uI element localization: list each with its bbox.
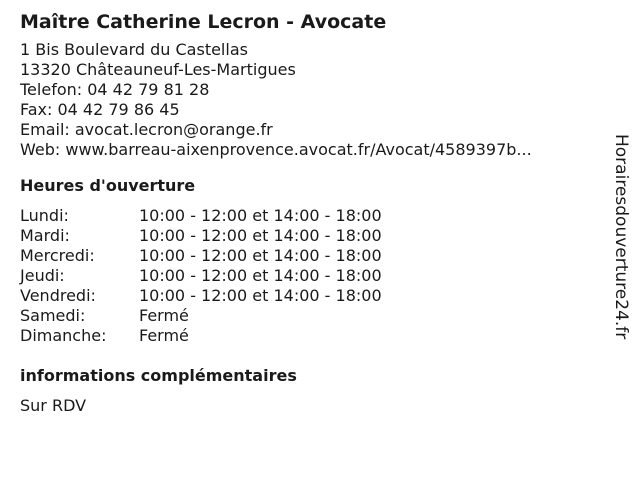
additional-info-text: Sur RDV [20, 396, 87, 415]
additional-info-heading: informations complémentaires [20, 366, 297, 385]
opening-hours-heading: Heures d'ouverture [20, 176, 196, 195]
day-hours: 10:00 - 12:00 et 14:00 - 18:00 [139, 286, 382, 305]
phone-number: Telefon: 04 42 79 81 28 [20, 80, 210, 99]
contact-block [20, 40, 600, 160]
business-card [20, 9, 600, 416]
day-hours: 10:00 - 12:00 et 14:00 - 18:00 [139, 206, 382, 225]
hours-row [20, 286, 382, 306]
website-url: Web: www.barreau-aixenprovence.avocat.fr/Avocat/4589397b... [20, 140, 532, 159]
hours-row [20, 246, 382, 266]
email-address: Email: avocat.lecron@orange.fr [20, 120, 273, 139]
day-hours: 10:00 - 12:00 et 14:00 - 18:00 [139, 266, 382, 285]
fax-number: Fax: 04 42 79 86 45 [20, 100, 180, 119]
day-hours: Fermé [139, 326, 189, 345]
hours-row [20, 306, 382, 326]
day-label: Samedi: [20, 306, 86, 325]
site-watermark: Horairesdouverture24.fr [611, 134, 631, 340]
day-hours: 10:00 - 12:00 et 14:00 - 18:00 [139, 246, 382, 265]
address-line-1: 1 Bis Boulevard du Castellas [20, 40, 248, 59]
hours-row [20, 226, 382, 246]
opening-hours-table [20, 206, 382, 346]
hours-row [20, 206, 382, 226]
hours-row [20, 326, 382, 346]
day-label: Vendredi: [20, 286, 96, 305]
day-label: Mardi: [20, 226, 70, 245]
page-title: Maître Catherine Lecron - Avocate [20, 11, 387, 33]
day-label: Mercredi: [20, 246, 95, 265]
hours-row [20, 266, 382, 286]
day-label: Dimanche: [20, 326, 107, 345]
day-label: Jeudi: [20, 266, 65, 285]
address-line-2: 13320 Châteauneuf-Les-Martigues [20, 60, 296, 79]
day-label: Lundi: [20, 206, 69, 225]
day-hours: Fermé [139, 306, 189, 325]
day-hours: 10:00 - 12:00 et 14:00 - 18:00 [139, 226, 382, 245]
